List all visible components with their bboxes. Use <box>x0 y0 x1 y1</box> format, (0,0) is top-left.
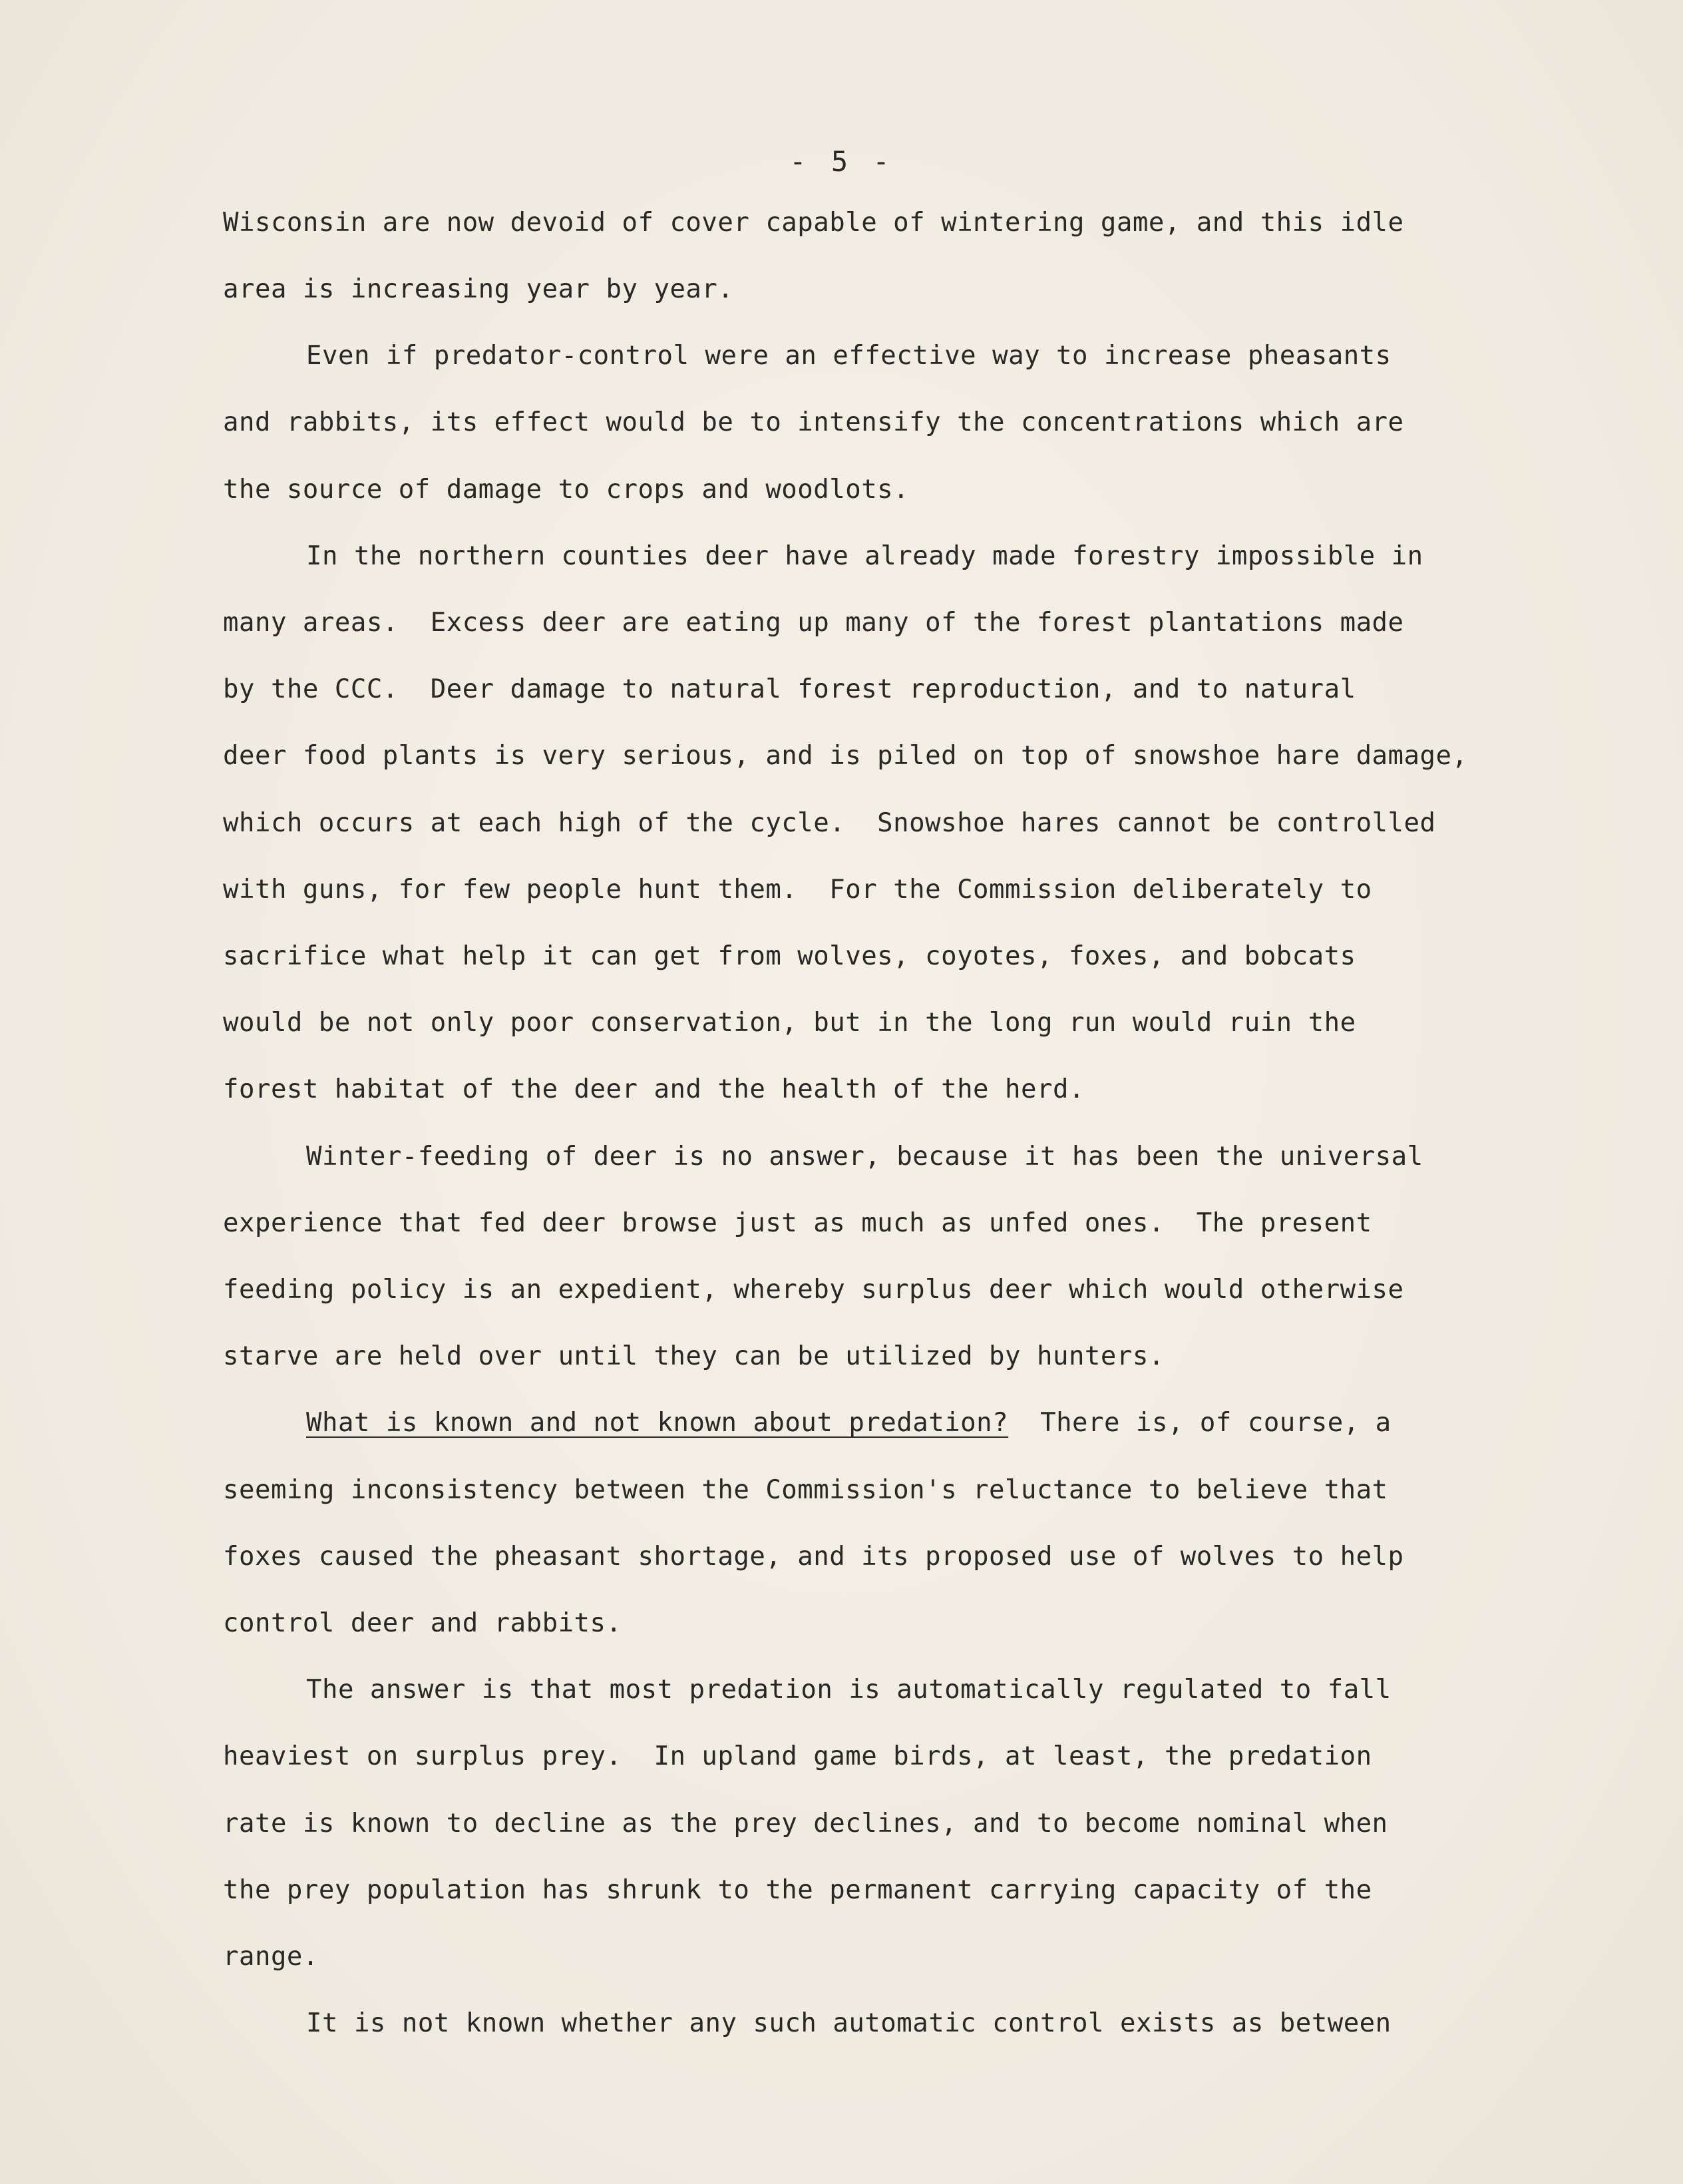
text-line: range. <box>223 1942 319 1972</box>
text-line: area is increasing year by year. <box>223 274 734 304</box>
text-line: experience that fed deer browse just as much as unfed ones. The present <box>223 1208 1372 1238</box>
text-line: In the northern counties deer have already made forestry impossible in <box>306 541 1423 571</box>
text-line: sacrifice what help it can get from wolves, coyotes, foxes, and bobcats <box>223 941 1356 971</box>
text-line: by the CCC. Deer damage to natural forest reproduction, and to natural <box>223 674 1356 704</box>
text-line: heaviest on surplus prey. In upland game birds, at least, the predation <box>223 1741 1372 1771</box>
text-line: Even if predator-control were an effective way to increase pheasants <box>306 341 1392 371</box>
text-line: foxes caused the pheasant shortage, and its proposed use of wolves to help <box>223 1542 1404 1572</box>
text-line: the prey population has shrunk to the permanent carrying capacity of the <box>223 1875 1372 1905</box>
text-line: and rabbits, its effect would be to intensify the concentrations which are <box>223 407 1404 437</box>
text-line: deer food plants is very serious, and is piled on top of snowshoe hare damage, <box>223 741 1468 771</box>
text-line: rate is known to decline as the prey declines, and to become nominal when <box>223 1809 1388 1839</box>
text-line: with guns, for few people hunt them. For the Commission deliberately to <box>223 875 1372 905</box>
text-line: starve are held over until they can be utilized by hunters. <box>223 1341 1165 1371</box>
text-line: which occurs at each high of the cycle. Snowshoe hares cannot be controlled <box>223 808 1436 838</box>
text-line: feeding policy is an expedient, whereby surplus deer which would otherwise <box>223 1275 1404 1305</box>
text-line: The answer is that most predation is automatically regulated to fall <box>306 1675 1392 1705</box>
text-line: forest habitat of the deer and the health of the herd. <box>223 1074 1085 1104</box>
text-line: Wisconsin are now devoid of cover capable of wintering game, and this idle <box>223 208 1404 238</box>
section-heading-line <box>306 1403 1392 1443</box>
text-line: Winter-feeding of deer is no answer, because it has been the universal <box>306 1142 1423 1172</box>
text-line: the source of damage to crops and woodlots. <box>223 475 910 505</box>
section-heading: What is known and not known about predation? <box>306 1408 1009 1438</box>
page-number: - 5 - <box>789 145 894 178</box>
text-line: It is not known whether any such automatic control exists as between <box>306 2008 1392 2038</box>
text-line: There is, of course, a <box>1040 1408 1392 1438</box>
text-line: would be not only poor conservation, but in the long run would ruin the <box>223 1008 1356 1038</box>
text-line: seeming inconsistency between the Commission's reluctance to believe that <box>223 1475 1388 1505</box>
text-line: many areas. Excess deer are eating up many of the forest plantations made <box>223 608 1404 638</box>
text-line: control deer and rabbits. <box>223 1608 622 1638</box>
